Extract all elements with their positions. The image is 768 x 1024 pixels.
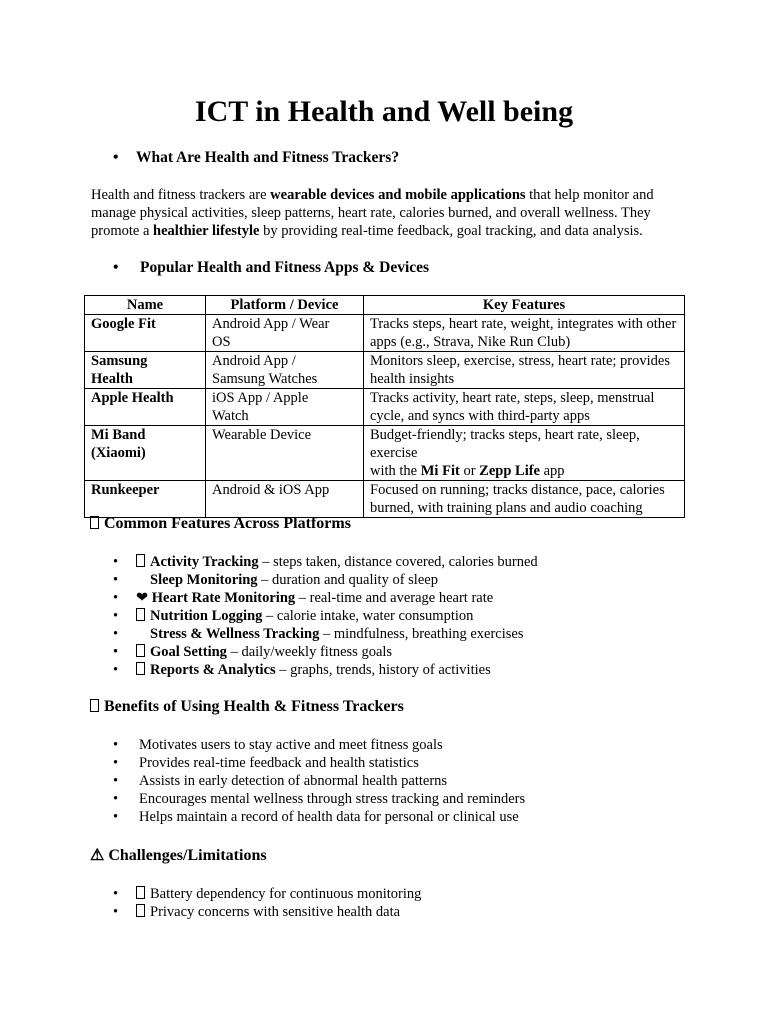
list-item: • Goal Setting – daily/weekly fitness goals <box>113 644 393 660</box>
missing-glyph-icon <box>90 516 99 529</box>
table-row <box>85 352 685 389</box>
bullet-icon: • <box>113 590 119 606</box>
heart-icon: ❤ <box>136 590 149 606</box>
missing-glyph-icon <box>136 662 145 675</box>
cell-name: Samsung Health <box>85 352 206 389</box>
cell-platform: Wearable Device <box>206 426 364 481</box>
table-row <box>85 426 685 481</box>
warning-icon: ⚠ <box>90 847 105 864</box>
bullet-icon: • <box>113 572 119 588</box>
list-item: • Helps maintain a record of health data for personal or clinical use <box>113 809 519 825</box>
table-row <box>85 481 685 518</box>
section-heading-text: Popular Health and Fitness Apps & Devices <box>140 259 430 276</box>
bullet-icon: • <box>113 259 119 276</box>
challenges-list <box>90 885 710 921</box>
cell-name: Google Fit <box>85 315 206 352</box>
apps-devices-table <box>84 295 685 518</box>
section-heading-text: Challenges/Limitations <box>108 847 267 864</box>
bullet-icon: • <box>113 737 119 753</box>
bullet-icon: • <box>113 791 119 807</box>
cell-features: Tracks activity, heart rate, steps, sleep, menstrual cycle, and syncs with third-party apps <box>364 389 685 426</box>
list-item: • Nutrition Logging – calorie intake, water consumption <box>113 608 474 624</box>
bullet-icon: • <box>113 608 119 624</box>
missing-glyph-icon <box>136 904 145 917</box>
paragraph-line: Health and fitness trackers are wearable devices and mobile applications that help monitor and <box>91 187 654 203</box>
bullet-icon: • <box>113 626 119 642</box>
cell-features: Monitors sleep, exercise, stress, heart rate; provides health insights <box>364 352 685 389</box>
list-item: • Motivates users to stay active and meet fitness goals <box>113 737 443 753</box>
cell-name: Apple Health <box>85 389 206 426</box>
common-features-list <box>90 553 710 679</box>
list-item: • ❤ Heart Rate Monitoring – real-time and average heart rate <box>113 590 494 606</box>
section-heading-benefits <box>90 697 404 717</box>
cell-name: Runkeeper <box>85 481 206 518</box>
table-header-row <box>85 296 685 315</box>
benefits-list <box>90 736 710 826</box>
bullet-icon: • <box>113 755 119 771</box>
table-row <box>85 315 685 352</box>
bullet-icon: • <box>113 886 119 902</box>
column-header-platform: Platform / Device <box>206 296 364 315</box>
intro-paragraph <box>91 186 691 240</box>
list-item: • Encourages mental wellness through stress tracking and reminders <box>113 791 526 807</box>
paragraph-line: manage physical activities, sleep patterns, heart rate, calories burned, and overall wellness. They <box>91 205 651 221</box>
list-item: • Assists in early detection of abnormal health patterns <box>113 773 448 789</box>
bullet-icon: • <box>113 149 119 166</box>
section-heading-challenges <box>90 846 267 866</box>
cell-platform: Android App / Wear OS <box>206 315 364 352</box>
table-row <box>85 389 685 426</box>
bullet-icon: • <box>113 644 119 660</box>
column-header-features: Key Features <box>364 296 685 315</box>
list-item: • Battery dependency for continuous monitoring <box>113 886 422 902</box>
cell-features: Budget-friendly; tracks steps, heart rate, sleep, exercise with the Mi Fit or Zepp Life app <box>364 426 685 481</box>
section-heading-text: Common Features Across Platforms <box>104 515 351 532</box>
cell-platform: iOS App / Apple Watch <box>206 389 364 426</box>
section-heading-common-features <box>90 514 351 534</box>
list-item: • Sleep Monitoring – duration and quality of sleep <box>113 572 438 588</box>
bullet-icon: • <box>113 662 119 678</box>
missing-glyph-icon <box>136 644 145 657</box>
column-header-name: Name <box>85 296 206 315</box>
list-item: • Privacy concerns with sensitive health data <box>113 904 401 920</box>
cell-features: Tracks steps, heart rate, weight, integrates with other apps (e.g., Strava, Nike Run Club) <box>364 315 685 352</box>
list-item: • Stress & Wellness Tracking – mindfulness, breathing exercises <box>113 626 524 642</box>
list-item: • Reports & Analytics – graphs, trends, history of activities <box>113 662 491 678</box>
paragraph-line: promote a healthier lifestyle by providing real-time feedback, goal tracking, and data analysis. <box>91 223 643 239</box>
bullet-icon: • <box>113 773 119 789</box>
cell-platform: Android App / Samsung Watches <box>206 352 364 389</box>
list-item: • Activity Tracking – steps taken, distance covered, calories burned <box>113 554 538 570</box>
missing-glyph-icon <box>136 608 145 621</box>
cell-name: Mi Band (Xiaomi) <box>85 426 206 481</box>
list-item: • Provides real-time feedback and health statistics <box>113 755 419 771</box>
missing-glyph-icon <box>136 554 145 567</box>
missing-glyph-icon <box>136 886 145 899</box>
cell-platform: Android & iOS App <box>206 481 364 518</box>
bullet-icon: • <box>113 554 119 570</box>
bullet-icon: • <box>113 809 119 825</box>
page-title: ICT in Health and Well being <box>194 95 574 128</box>
bullet-icon: • <box>113 904 119 920</box>
section-heading-text: Benefits of Using Health & Fitness Trackers <box>104 698 404 715</box>
missing-glyph-icon <box>90 699 99 712</box>
cell-features: Focused on running; tracks distance, pace, calories burned, with training plans and audio coaching <box>364 481 685 518</box>
section-heading-text: What Are Health and Fitness Trackers? <box>136 149 400 166</box>
